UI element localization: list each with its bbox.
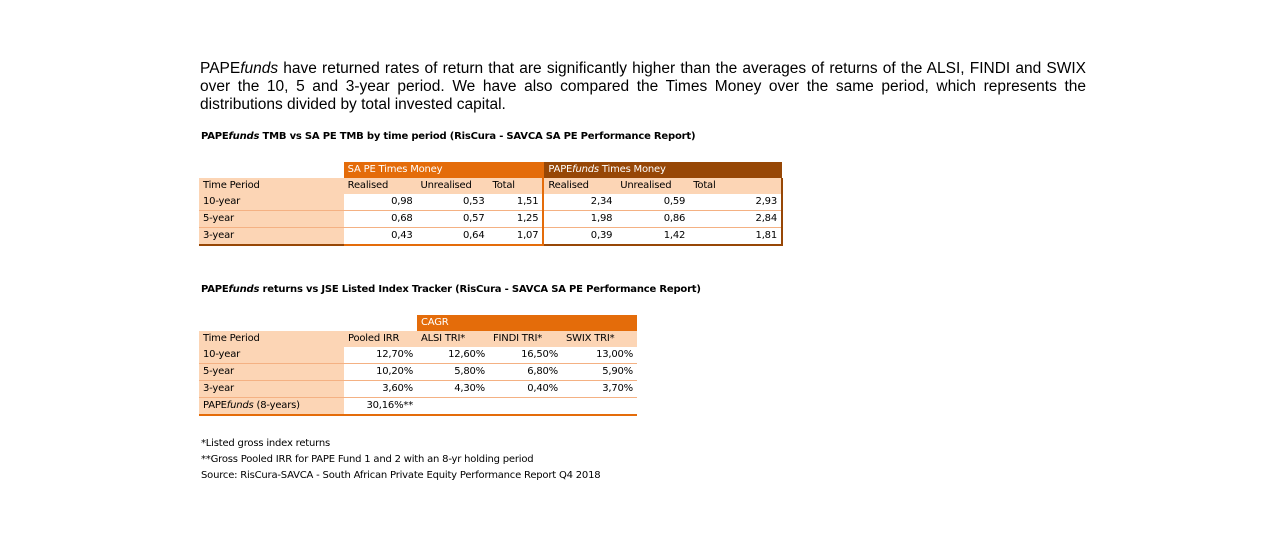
col-sa-realised: Realised [347,180,389,191]
pape-group-header [543,162,782,178]
footnote: **Gross Pooled IRR for PAPE Fund 1 and 2 with an 8-yr holding period [201,454,534,465]
cell-value: 1,25 [488,211,543,228]
cell-value: 0,39 [590,230,613,241]
table1-blank-cell [199,162,344,178]
cell-value: 0,43 [344,228,417,246]
cell-value: 5,90% [602,366,633,377]
cell-value: 0,59 [663,196,686,207]
intro-brand: PAPE [200,60,241,77]
table2-group-header-row [199,315,637,331]
table-row [199,194,782,211]
cell-value: 3,60% [382,383,413,394]
pape-row-brand-italic: funds [226,400,254,411]
table-row [199,398,637,416]
cell-value: 0,98 [391,196,413,207]
col-pape-unrealised: Unrealised [620,180,672,191]
cell-value: 4,30% [454,383,485,394]
row-period: 10-year [199,347,344,364]
table2-caption-text: returns vs JSE Listed Index Tracker (RisCura - SAVCA SA PE Performance Report) [259,284,701,295]
table2-blank-cell [344,315,417,331]
cell-value: 2,84 [689,211,782,228]
times-money-table [199,162,783,246]
table-row [199,347,637,364]
cell-value: 13,00% [596,349,633,360]
footnotes [201,436,600,484]
cell-value: 1,98 [590,213,613,224]
table1-column-header-row [199,178,782,194]
cell-value: 1,81 [689,228,782,246]
table2-caption [201,284,701,295]
table2-caption-brand-italic: funds [228,284,260,295]
cell-value: 10,20% [376,366,413,377]
pape-row-brand: PAPE [203,400,227,411]
pape-group-brand: PAPE [548,164,573,175]
row-period: 10-year [199,194,344,211]
cell-value: 1,51 [488,194,543,211]
table1-caption-text: TMB vs SA PE TMB by time period (RisCura - SAVCA SA PE Performance Report) [259,131,696,142]
cell-value: 0,40% [527,383,558,394]
sa-pe-group-header: SA PE Times Money [344,162,544,178]
cell-value: 5,80% [454,366,485,377]
cell-value: 6,80% [527,366,558,377]
empty-cell [562,398,637,416]
cell-value: 1,42 [663,230,686,241]
col-time-period: Time Period [203,180,260,191]
cell-value: 16,50% [521,349,558,360]
table-row [199,381,637,398]
footnote: *Listed gross index returns [201,438,331,449]
cell-value: 0,68 [391,213,413,224]
cell-value: 0,57 [463,213,485,224]
table2-blank-cell [199,315,344,331]
row-period: 5-year [199,211,344,228]
row-period-pape [199,398,344,416]
returns-table [199,315,637,416]
pape-group-text: Times Money [598,164,666,175]
col-swix-tri: SWIX TRI* [566,333,615,344]
table1-caption-brand-italic: funds [228,131,260,142]
cell-value: 0,53 [463,196,485,207]
cell-value: 30,16%** [366,400,413,411]
cell-value: 2,93 [689,194,782,211]
empty-cell [417,398,489,416]
cagr-group-header: CAGR [417,315,637,331]
table2-caption-brand: PAPE [201,284,229,295]
cell-value: 1,07 [488,228,543,246]
table1-group-header-row [199,162,782,178]
row-period: 3-year [199,228,344,246]
table2-column-header-row [199,331,637,347]
pape-group-brand-italic: funds [572,164,599,175]
table-row [199,228,782,246]
table1-caption [201,131,695,142]
col-alsi-tri: ALSI TRI* [421,333,466,344]
empty-cell [489,398,562,416]
intro-brand-italic: funds [240,60,279,77]
col-sa-unrealised: Unrealised [420,180,472,191]
intro-paragraph [200,60,1086,114]
row-period: 3-year [199,381,344,398]
col-time-period: Time Period [203,333,260,344]
cell-value: 3,70% [602,383,633,394]
pape-row-text: (8-years) [253,400,300,411]
col-pooled-irr: Pooled IRR [348,333,400,344]
col-sa-total: Total [488,178,543,194]
cell-value: 0,86 [663,213,686,224]
cell-value: 12,60% [448,349,485,360]
col-pape-realised: Realised [548,180,589,191]
table1-caption-brand: PAPE [201,131,229,142]
cell-value: 12,70% [376,349,413,360]
source-note: Source: RisCura-SAVCA - South African Private Equity Performance Report Q4 2018 [201,470,601,481]
row-period: 5-year [199,364,344,381]
cell-value: 2,34 [590,196,613,207]
table-row [199,211,782,228]
col-pape-total: Total [689,178,782,194]
col-findi-tri: FINDI TRI* [493,333,543,344]
cell-value: 0,64 [417,228,489,246]
intro-text: have returned rates of return that are significantly higher than the averages of returns of the ALSI, FINDI and SWIX over the 10, 5 and 3-year period. We have also compared the Times Money over the same period, which represents the distributions divided by total invested capital. [200,60,1086,113]
table-row [199,364,637,381]
